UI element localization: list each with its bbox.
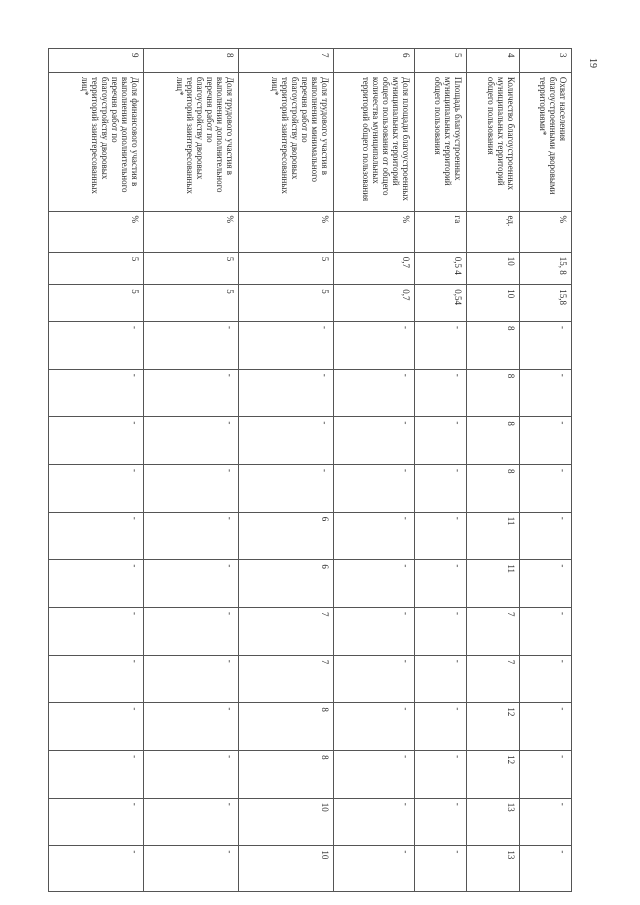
value-cell: - <box>414 751 466 799</box>
indicator-name-cell: Доля площади благоустроенных муниципальных территорий общего пользования от общего количества муниципальных территорий общего пользования <box>333 72 414 211</box>
value-cell: - <box>49 322 144 370</box>
value-cell: 12 <box>467 703 519 751</box>
unit-cell: % <box>49 211 144 252</box>
indicator-name-cell: Доля финансового участия в выполнении дополнительного перечня работ по благоустройству дворовых территорий заинтересованных лиц* <box>49 72 144 211</box>
value-cell: 6 <box>238 560 333 608</box>
value-cell: - <box>333 798 414 846</box>
value-cell: - <box>49 608 144 656</box>
value-cell: - <box>519 798 571 846</box>
value-cell: - <box>144 465 239 513</box>
indicator-name-cell: Охват населения благоустроенными дворовыми территориями* <box>519 72 571 211</box>
value-cell: - <box>414 417 466 465</box>
table-row <box>238 49 333 892</box>
value-cell: 7 <box>467 655 519 703</box>
value-cell: 15,8 <box>519 285 571 322</box>
value-cell: - <box>519 751 571 799</box>
value-cell: - <box>519 608 571 656</box>
table-row <box>467 49 519 892</box>
value-cell: - <box>519 655 571 703</box>
value-cell: - <box>49 798 144 846</box>
value-cell: 7 <box>238 655 333 703</box>
indicator-name-cell: Доля трудового участия в выполнении дополнительного перечня работ по благоустройству дворовых территорий заинтересованных лиц* <box>144 72 239 211</box>
indicator-name-cell: Площадь благоустроенных муниципальных территорий общего пользования <box>414 72 466 211</box>
table-frame <box>48 48 572 892</box>
unit-cell: га <box>414 211 466 252</box>
value-cell: - <box>49 560 144 608</box>
value-cell: - <box>333 846 414 892</box>
value-cell: 10 <box>238 846 333 892</box>
value-cell: - <box>333 560 414 608</box>
value-cell: - <box>238 369 333 417</box>
value-cell: - <box>519 703 571 751</box>
value-cell: - <box>333 655 414 703</box>
value-cell: - <box>144 703 239 751</box>
row-number-cell: 3 <box>519 49 571 73</box>
row-number-cell: 4 <box>467 49 519 73</box>
value-cell: - <box>519 465 571 513</box>
table-row <box>414 49 466 892</box>
value-cell: - <box>414 560 466 608</box>
indicator-name-cell: Количество благоустроенных муниципальных территорий общего пользования <box>467 72 519 211</box>
row-number-cell: 7 <box>238 49 333 73</box>
value-cell: 0,5 4 <box>414 252 466 285</box>
value-cell: - <box>414 846 466 892</box>
value-cell: - <box>49 655 144 703</box>
value-cell: 8 <box>467 417 519 465</box>
table-row <box>333 49 414 892</box>
value-cell: 8 <box>467 369 519 417</box>
rotated-table-wrapper <box>48 48 572 892</box>
unit-cell: % <box>144 211 239 252</box>
value-cell: - <box>238 417 333 465</box>
value-cell: 13 <box>467 846 519 892</box>
value-cell: 6 <box>238 512 333 560</box>
value-cell: - <box>144 512 239 560</box>
unit-cell: % <box>333 211 414 252</box>
value-cell: - <box>333 512 414 560</box>
value-cell: 15, 8 <box>519 252 571 285</box>
value-cell: - <box>49 417 144 465</box>
row-number-cell: 5 <box>414 49 466 73</box>
value-cell: - <box>333 703 414 751</box>
page-number: 19 <box>587 58 598 68</box>
value-cell: - <box>414 655 466 703</box>
value-cell: - <box>519 512 571 560</box>
value-cell: - <box>49 369 144 417</box>
value-cell: 5 <box>238 285 333 322</box>
indicators-table <box>48 48 572 892</box>
value-cell: 8 <box>238 751 333 799</box>
value-cell: - <box>144 322 239 370</box>
value-cell: - <box>519 417 571 465</box>
value-cell: - <box>144 846 239 892</box>
value-cell: - <box>144 369 239 417</box>
value-cell: - <box>144 655 239 703</box>
value-cell: - <box>414 369 466 417</box>
value-cell: - <box>519 560 571 608</box>
value-cell: - <box>49 465 144 513</box>
value-cell: - <box>238 322 333 370</box>
value-cell: - <box>333 608 414 656</box>
value-cell: - <box>144 417 239 465</box>
value-cell: - <box>333 417 414 465</box>
unit-cell: % <box>238 211 333 252</box>
value-cell: - <box>144 751 239 799</box>
row-number-cell: 9 <box>49 49 144 73</box>
value-cell: 11 <box>467 512 519 560</box>
value-cell: 0,7 <box>333 252 414 285</box>
value-cell: - <box>333 322 414 370</box>
value-cell: 5 <box>49 252 144 285</box>
indicator-name-cell: Доля трудового участия в выполнении минимального перечня работ по благоустройству дворовых территорий заинтересованных лиц* <box>238 72 333 211</box>
value-cell: 10 <box>467 252 519 285</box>
value-cell: - <box>144 798 239 846</box>
value-cell: 8 <box>238 703 333 751</box>
value-cell: 5 <box>144 285 239 322</box>
value-cell: - <box>144 560 239 608</box>
unit-cell: ед. <box>467 211 519 252</box>
value-cell: 5 <box>49 285 144 322</box>
value-cell: - <box>333 751 414 799</box>
value-cell: 7 <box>467 608 519 656</box>
value-cell: - <box>519 322 571 370</box>
value-cell: - <box>414 608 466 656</box>
value-cell: 10 <box>467 285 519 322</box>
value-cell: - <box>49 703 144 751</box>
value-cell: 11 <box>467 560 519 608</box>
value-cell: - <box>519 369 571 417</box>
unit-cell: % <box>519 211 571 252</box>
value-cell: - <box>414 703 466 751</box>
value-cell: - <box>414 465 466 513</box>
value-cell: - <box>414 798 466 846</box>
value-cell: 10 <box>238 798 333 846</box>
value-cell: 12 <box>467 751 519 799</box>
value-cell: 8 <box>467 465 519 513</box>
value-cell: - <box>333 369 414 417</box>
value-cell: 13 <box>467 798 519 846</box>
value-cell: - <box>49 751 144 799</box>
value-cell: 5 <box>238 252 333 285</box>
value-cell: - <box>49 846 144 892</box>
value-cell: - <box>49 512 144 560</box>
value-cell: 7 <box>238 608 333 656</box>
value-cell: 5 <box>144 252 239 285</box>
table-row <box>144 49 239 892</box>
value-cell: - <box>414 322 466 370</box>
value-cell: 8 <box>467 322 519 370</box>
value-cell: - <box>519 846 571 892</box>
row-number-cell: 6 <box>333 49 414 73</box>
value-cell: - <box>414 512 466 560</box>
table-row <box>49 49 144 892</box>
value-cell: 0,54 <box>414 285 466 322</box>
table-row <box>519 49 571 892</box>
value-cell: - <box>238 465 333 513</box>
value-cell: - <box>144 608 239 656</box>
value-cell: - <box>333 465 414 513</box>
row-number-cell: 8 <box>144 49 239 73</box>
value-cell: 0,7 <box>333 285 414 322</box>
